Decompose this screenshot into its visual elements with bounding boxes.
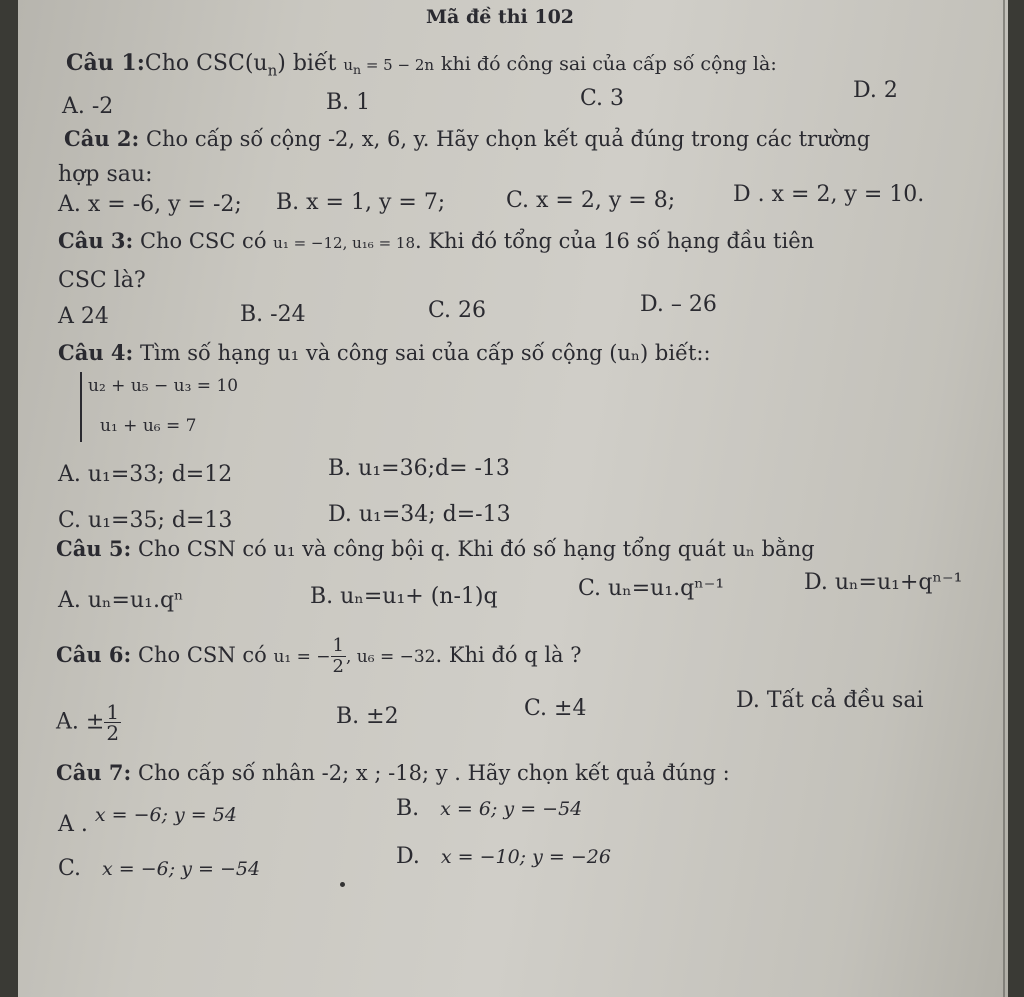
q7-option-a-prefix: A . — [58, 812, 88, 837]
q4-option-a: A. u₁=33; d=12 — [58, 462, 233, 487]
exam-title: Mã đề thi 102 — [426, 6, 575, 28]
q1-text-a: Cho CSC(u — [144, 51, 268, 76]
q4-label: Câu 4: — [58, 340, 134, 365]
q1-text-c: khi đó công sai của cấp số cộng là: — [441, 53, 777, 75]
q7-option-b — [396, 796, 582, 821]
q1-option-b: B. 1 — [326, 90, 371, 115]
q7-option-d — [396, 844, 611, 869]
q1-label: Câu 1: — [66, 50, 145, 76]
q7-label: Câu 7: — [56, 760, 132, 785]
q6-option-b: B. ±2 — [336, 704, 399, 729]
q2-option-a: A. x = -6, y = -2; — [58, 192, 242, 217]
q3-stem — [58, 228, 814, 253]
q5-option-c: C. uₙ=u₁.qⁿ⁻¹ — [578, 576, 725, 601]
q4-stem — [58, 340, 711, 365]
q6-stem — [56, 636, 582, 677]
q3-option-a: A 24 — [58, 304, 109, 329]
q5-stem — [56, 536, 815, 561]
q6-formula-a: u₁ = − — [273, 647, 331, 667]
q2-text: Cho cấp số cộng -2, x, 6, y. Hãy chọn kết quả đúng trong các trường — [145, 127, 871, 151]
q3-text-b: . Khi đó tổng của 16 số hạng đầu tiên — [415, 229, 815, 253]
q7-option-a-value: x = −6; y = 54 — [94, 804, 237, 826]
q4-option-d: D. u₁=34; d=-13 — [328, 502, 511, 527]
q1-text-b: ) biết — [277, 51, 337, 76]
q2-label: Câu 2: — [64, 126, 140, 151]
q4-text: Tìm số hạng u₁ và công sai của cấp số cộng (uₙ) biết:: — [139, 341, 711, 365]
q6-text-a: Cho CSN có — [137, 643, 267, 667]
q7-option-c-value: x = −6; y = −54 — [102, 858, 261, 880]
q6-formula-fraction — [331, 636, 346, 677]
exam-paper — [18, 0, 1008, 997]
q7-option-c-prefix: C. — [58, 856, 82, 881]
q6-option-a-fraction — [104, 702, 121, 743]
q7-stem — [56, 760, 730, 785]
q1-stem: Câu 1:Cho $CSC(u_n)$ biết $u_n = 5 - 2n$ khi đó công sai của cấp số cộng là: — [66, 50, 777, 80]
q5-text: Cho CSN có u₁ và công bội q. Khi đó số hạng tổng quát uₙ bằng — [137, 537, 815, 561]
q7-option-a — [58, 804, 237, 837]
q2-option-d: D . x = 2, y = 10. — [733, 182, 925, 207]
q7-text: Cho cấp số nhân -2; x ; -18; y . Hãy chọn kết quả đúng : — [137, 761, 730, 785]
q2-option-c: C. x = 2, y = 8; — [506, 188, 676, 213]
q7-option-b-prefix: B. — [396, 796, 420, 821]
q3-option-b: B. -24 — [240, 302, 306, 327]
q1-formula-tail: = 5 − 2n — [361, 56, 435, 74]
q3-formula: u₁ = −12, u₁₆ = 18 — [273, 234, 416, 252]
q3-text2: CSC là? — [58, 268, 146, 293]
q5-label: Câu 5: — [56, 536, 132, 561]
q6-option-a-numerator: 1 — [106, 700, 120, 724]
q4-system-eq1: u₂ + u₅ − u₃ = 10 — [88, 376, 239, 396]
q6-text-b: . Khi đó q là ? — [435, 643, 582, 667]
q2-option-b: B. x = 1, y = 7; — [276, 190, 446, 215]
q6-option-a — [56, 702, 121, 743]
paper-edge-line — [1003, 0, 1005, 997]
q6-option-a-denominator: 2 — [106, 721, 120, 745]
q4-option-c: C. u₁=35; d=13 — [58, 508, 233, 533]
q1-formula: u — [343, 56, 354, 74]
q3-label: Câu 3: — [58, 228, 134, 253]
q7-option-d-prefix: D. — [396, 844, 420, 869]
q4-option-b: B. u₁=36;d= -13 — [328, 456, 510, 481]
q3-text-a: Cho CSC có — [139, 229, 267, 253]
q3-option-d: D. – 26 — [640, 292, 717, 317]
q5-option-b: B. uₙ=u₁+ (n-1)q — [310, 584, 498, 609]
q5-option-a: A. uₙ=u₁.qⁿ — [58, 588, 184, 613]
q6-frac-denominator: 2 — [332, 656, 344, 677]
q5-option-d: D. uₙ=u₁+qⁿ⁻¹ — [804, 570, 963, 595]
q1-option-a: A. -2 — [62, 94, 114, 119]
q6-frac-numerator: 1 — [332, 635, 344, 656]
q4-system-eq2: u₁ + u₆ = 7 — [100, 416, 197, 436]
q6-label: Câu 6: — [56, 642, 132, 667]
q6-option-d: D. Tất cả đều sai — [736, 688, 924, 713]
q6-formula-b: , u₆ = −32 — [345, 647, 436, 667]
q7-option-d-value: x = −10; y = −26 — [440, 846, 611, 868]
q2-text2: hợp sau: — [58, 162, 153, 187]
q2-stem — [64, 126, 870, 151]
q7-option-c — [58, 856, 260, 881]
q7-option-b-value: x = 6; y = −54 — [440, 798, 583, 820]
q1-option-d: D. 2 — [853, 78, 898, 103]
q6-option-a-prefix: A. ± — [56, 709, 105, 735]
q1-option-c: C. 3 — [580, 86, 625, 111]
stray-dot-mark — [340, 882, 345, 887]
q3-option-c: C. 26 — [428, 298, 487, 323]
q6-option-c: C. ±4 — [524, 696, 587, 721]
